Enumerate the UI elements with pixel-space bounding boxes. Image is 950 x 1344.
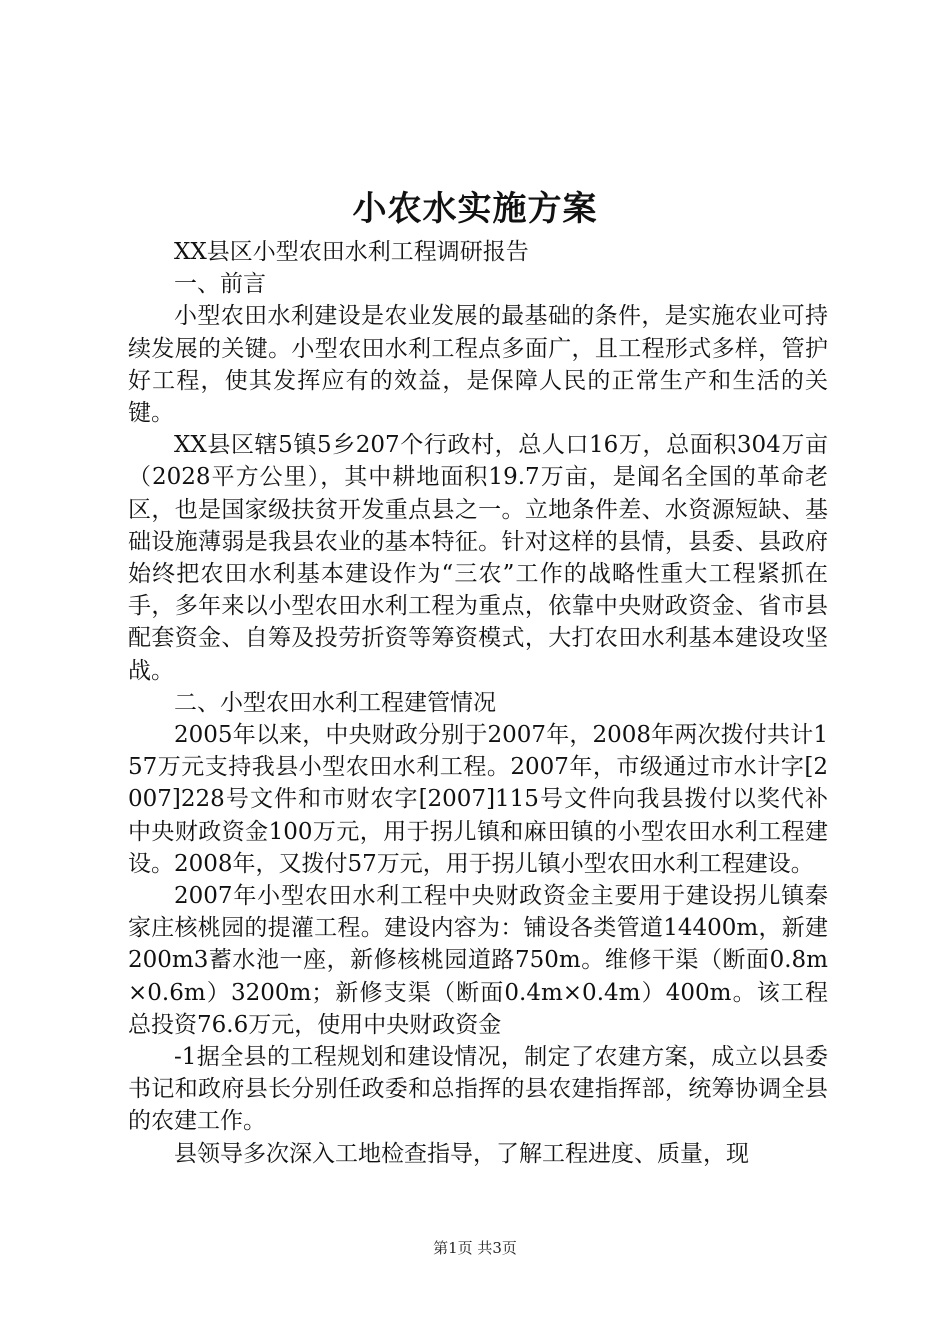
paragraph: 2007年小型农田水利工程中央财政资金主要用于建设拐儿镇秦家庄核桃园的提灌工程。建设内容为：铺设各类管道14400m，新建200m3蓄水池一座，新修核桃园道路750m。维修干渠（断面0.8m×0.6m）3200m；新修支渠（断面0.4m×0.4m）400m。该工程总投资76.6万元，使用中央财政资金 — [128, 883, 828, 1038]
document-title: 小农水实施方案 — [352, 189, 598, 229]
paragraph: 2005年以来，中央财政分别于2007年，2008年两次拨付共计157万元支持我县小型农田水利工程。2007年，市级通过市水计字[2007]228号文件和市财农字[2007]115号文件向我县拨付以奖代补中央财政资金100万元，用于拐儿镇和麻田镇的小型农田水利工程建设。2008年，又拨付57万元，用于拐儿镇小型农田水利工程建设。 — [128, 722, 828, 877]
section-heading-preface: 一、前言 — [174, 271, 266, 298]
page-footer: 第1页 共3页 — [433, 1239, 517, 1257]
document-body — [128, 236, 828, 1170]
paragraph: -1据全县的工程规划和建设情况，制定了农建方案，成立以县委书记和政府县长分别任政委和总指挥的县农建指挥部，统筹协调全县的农建工作。 — [128, 1044, 828, 1135]
report-heading: XX县区小型农田水利工程调研报告 — [174, 239, 529, 265]
paragraph: 县领导多次深入工地检查指导，了解工程进度、质量，现 — [174, 1140, 749, 1167]
paragraph: XX县区辖5镇5乡207个行政村，总人口16万，总面积304万亩（2028平方公里），其中耕地面积19.7万亩，是闻名全国的革命老区，也是国家级扶贫开发重点县之一。立地条件差、水资源短缺、基础设施薄弱是我县农业的基本特征。针对这样的县情，县委、县政府始终把农田水利基本建设作为“三农”工作的战略性重大工程紧抓在手，多年来以小型农田水利工程为重点，依靠中央财政资金、省市县配套资金、自筹及投劳折资等筹资模式，大打农田水利基本建设攻坚战。 — [128, 432, 828, 684]
section-heading-construction: 二、小型农田水利工程建管情况 — [174, 689, 496, 716]
paragraph: 小型农田水利建设是农业发展的最基础的条件，是实施农业可持续发展的关键。小型农田水利工程点多面广，且工程形式多样，管护好工程，使其发挥应有的效益，是保障人民的正常生产和生活的关键。 — [128, 303, 828, 427]
